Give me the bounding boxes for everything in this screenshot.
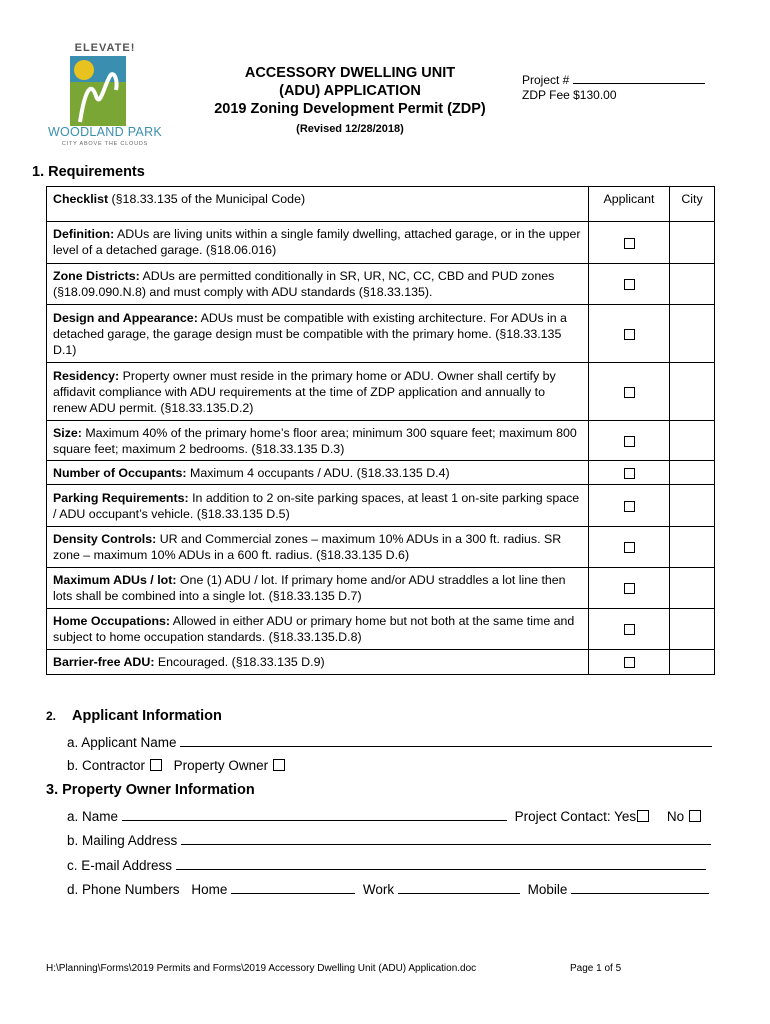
- table-row: [47, 263, 715, 304]
- mobile-phone-label: Mobile: [527, 882, 568, 897]
- requirement-text: Parking Requirements: In addition to 2 on-site parking spaces, at least 1 on-site parking space / ADU occupant’s vehicle. (§18.33.135 D.5): [47, 485, 589, 526]
- city-cell: [670, 526, 715, 567]
- city-cell: [670, 304, 715, 362]
- table-row: [47, 649, 715, 674]
- phone-row: [67, 880, 709, 898]
- requirement-text: Maximum ADUs / lot: One (1) ADU / lot. If primary home and/or ADU straddles a lot line then lots shall be combined into a single lot. (§18.33.135 D.7): [47, 568, 589, 609]
- applicant-checkbox[interactable]: [624, 387, 635, 398]
- applicant-checkbox[interactable]: [624, 583, 635, 594]
- city-cell: [670, 461, 715, 485]
- work-phone-field[interactable]: [398, 880, 520, 894]
- city-cell: [670, 609, 715, 649]
- mailing-address-field[interactable]: [181, 831, 711, 845]
- phone-label: d. Phone Numbers: [67, 882, 180, 897]
- section-owner-heading: 3. Property Owner Information: [46, 782, 255, 798]
- project-contact-no-checkbox[interactable]: [689, 810, 701, 822]
- section-applicant-heading: 2. Applicant Information: [46, 708, 222, 724]
- table-row: [47, 304, 715, 362]
- requirement-text: Design and Appearance: ADUs must be compatible with existing architecture. For ADUs in a detached garage, the garage design must be compatible with the primary home. (§18.33.135 D.1): [47, 304, 589, 362]
- table-row: [47, 222, 715, 263]
- table-header-row: [47, 187, 715, 222]
- zdp-fee: ZDP Fee $130.00: [522, 88, 617, 102]
- city-cell: [670, 649, 715, 674]
- owner-name-row: [67, 807, 701, 825]
- owner-name-label: a. Name: [67, 809, 119, 824]
- property-owner-label: Property Owner: [173, 758, 269, 773]
- city-cell: [670, 568, 715, 609]
- city-cell: [670, 263, 715, 304]
- city-cell: [670, 363, 715, 420]
- applicant-checkbox[interactable]: [624, 468, 635, 479]
- requirements-table: [46, 186, 715, 675]
- home-phone-label: Home: [191, 882, 228, 897]
- applicant-checkbox[interactable]: [624, 329, 635, 340]
- requirement-text: Home Occupations: Allowed in either ADU or primary home but not both at the same time and subject to home occupation standards. (§18.33.135.D.8): [47, 609, 589, 649]
- form-title: [200, 64, 500, 138]
- contractor-label: b. Contractor: [67, 758, 146, 773]
- table-row: [47, 363, 715, 420]
- applicant-checkbox[interactable]: [624, 279, 635, 290]
- project-contact-label: Project Contact: Yes: [514, 809, 637, 824]
- city-cell: [670, 420, 715, 460]
- email-field[interactable]: [176, 856, 706, 870]
- project-number-label: Project #: [522, 73, 570, 87]
- applicant-checkbox[interactable]: [624, 542, 635, 553]
- applicant-name-label: a. Applicant Name: [67, 735, 177, 750]
- applicant-type-row: [67, 758, 285, 774]
- footer-page-number: Page 1 of 5: [570, 963, 622, 974]
- requirement-text: Definition: ADUs are living units within a single family dwelling, attached garage, or in the upper level of a detached garage. (§18.06.016): [47, 222, 589, 263]
- requirement-text: Barrier-free ADU: Encouraged. (§18.33.135 D.9): [47, 649, 589, 674]
- applicant-name-field[interactable]: [180, 733, 712, 747]
- project-info: [522, 70, 705, 103]
- section-requirements-heading: 1. Requirements: [32, 164, 145, 180]
- applicant-checkbox[interactable]: [624, 238, 635, 249]
- logo-mark-icon: [70, 56, 126, 126]
- title-line-3: 2019 Zoning Development Permit (ZDP): [214, 101, 486, 117]
- city-cell: [670, 485, 715, 526]
- requirement-text: Zone Districts: ADUs are permitted conditionally in SR, UR, NC, CC, CBD and PUD zones (§18.09.090.N.8) and must comply with ADU standards (§18.33.135).: [47, 263, 589, 304]
- woodland-park-logo: [44, 42, 166, 150]
- requirement-text: Density Controls: UR and Commercial zones – maximum 10% ADUs in a 300 ft. radius. SR zone – maximum 10% ADUs in a 600 ft. radius. (§18.33.135 D.6): [47, 526, 589, 567]
- project-number-field[interactable]: [573, 70, 705, 84]
- footer-file-path: H:\Planning\Forms\2019 Permits and Forms\2019 Accessory Dwelling Unit (ADU) Application.doc: [46, 963, 477, 974]
- checklist-header: Checklist (§18.33.135 of the Municipal Code): [47, 187, 589, 222]
- contractor-checkbox[interactable]: [150, 759, 162, 771]
- logo-elevate-text: ELEVATE!: [74, 42, 136, 54]
- requirement-text: Size: Maximum 40% of the primary home’s floor area; minimum 300 square feet; maximum 800 square feet; maximum 2 bedrooms. (§18.33.135 D.3): [47, 420, 589, 460]
- logo-name: WOODLAND PARK: [47, 125, 163, 139]
- owner-name-field[interactable]: [122, 807, 507, 821]
- logo-tagline: CITY ABOVE THE CLOUDS: [61, 141, 149, 147]
- requirement-text: Number of Occupants: Maximum 4 occupants / ADU. (§18.33.135 D.4): [47, 461, 589, 485]
- table-row: [47, 485, 715, 526]
- project-contact-no-label: No: [666, 809, 685, 824]
- logo-side-text: [128, 66, 134, 126]
- applicant-checkbox[interactable]: [624, 624, 635, 635]
- mobile-phone-field[interactable]: [571, 880, 709, 894]
- table-row: [47, 420, 715, 460]
- email-row: [67, 856, 706, 874]
- table-row: [47, 526, 715, 567]
- email-label: c. E-mail Address: [67, 858, 173, 873]
- city-cell: [670, 222, 715, 263]
- home-phone-field[interactable]: [231, 880, 355, 894]
- project-contact-yes-checkbox[interactable]: [637, 810, 649, 822]
- applicant-checkbox[interactable]: [624, 501, 635, 512]
- title-line-2: (ADU) APPLICATION: [279, 83, 421, 99]
- applicant-header: Applicant: [589, 187, 670, 222]
- mailing-address-row: [67, 831, 711, 849]
- applicant-checkbox[interactable]: [624, 436, 635, 447]
- requirement-text: Residency: Property owner must reside in the primary home or ADU. Owner shall certify by affidavit compliance with ADU requirements at the time of ZDP application and annually to renew ADU permit. (§18.33.135.D.2): [47, 363, 589, 420]
- applicant-name-row: [67, 733, 712, 751]
- mailing-address-label: b. Mailing Address: [67, 833, 178, 848]
- table-row: [47, 461, 715, 485]
- table-row: [47, 568, 715, 609]
- work-phone-label: Work: [362, 882, 395, 897]
- title-line-1: ACCESSORY DWELLING UNIT: [244, 65, 456, 81]
- table-row: [47, 609, 715, 649]
- applicant-checkbox[interactable]: [624, 657, 635, 668]
- city-header: City: [670, 187, 715, 222]
- property-owner-checkbox[interactable]: [273, 759, 285, 771]
- revision-date: (Revised 12/28/2018): [296, 123, 404, 135]
